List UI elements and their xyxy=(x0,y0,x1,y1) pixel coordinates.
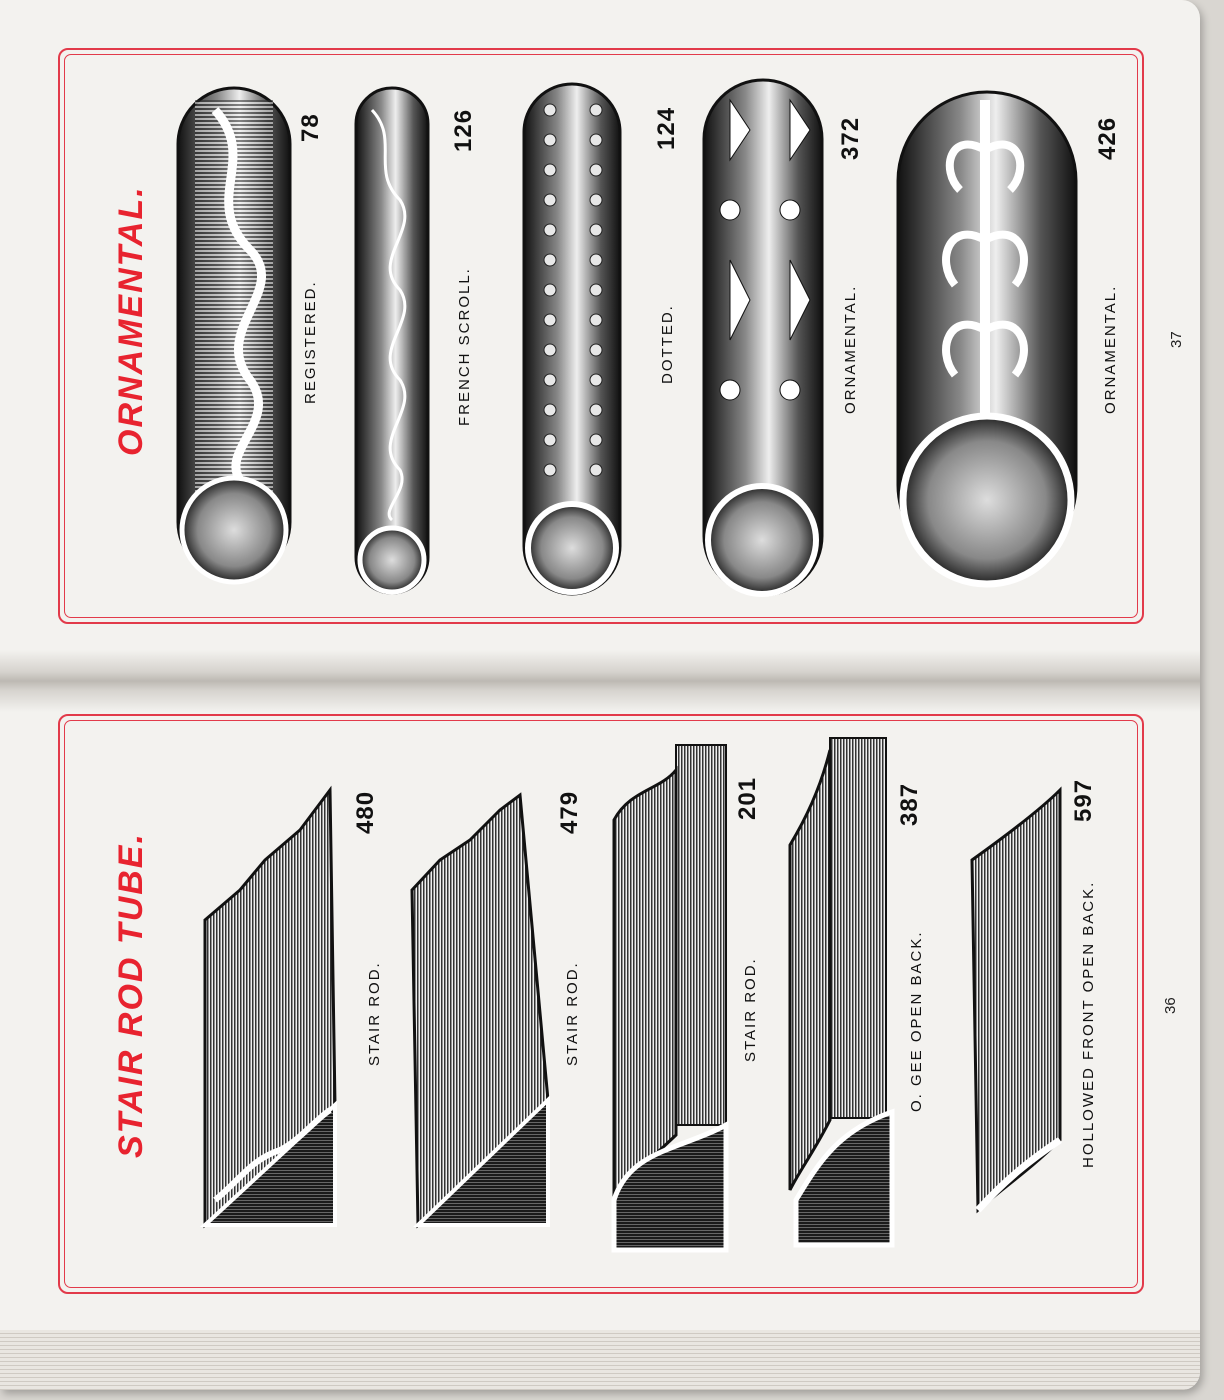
page-number: 36 xyxy=(1162,997,1179,1014)
tube-372-illustration xyxy=(704,80,822,595)
item-caption: FRENCH SCROLL. xyxy=(456,267,473,426)
profile-597-illustration xyxy=(972,790,1060,1210)
item-caption: STAIR ROD. xyxy=(366,961,383,1066)
item-caption: STAIR ROD. xyxy=(742,957,759,1062)
item-caption: STAIR ROD. xyxy=(564,961,581,1066)
item-number: 78 xyxy=(297,113,324,142)
item-caption: DOTTED. xyxy=(659,304,676,384)
item-caption: REGISTERED. xyxy=(302,280,319,404)
item-caption: O. GEE OPEN BACK. xyxy=(908,930,925,1112)
tube-124-illustration xyxy=(524,84,620,594)
tube-426-illustration xyxy=(898,92,1076,584)
profile-479-illustration xyxy=(412,795,548,1225)
item-number: 201 xyxy=(734,776,761,820)
item-number: 124 xyxy=(653,106,680,150)
profile-387-illustration xyxy=(790,738,892,1245)
ornamental-heading: ORNAMENTAL. xyxy=(112,185,150,456)
item-number: 480 xyxy=(352,790,379,834)
item-caption: HOLLOWED FRONT OPEN BACK. xyxy=(1080,880,1097,1168)
item-number: 479 xyxy=(556,790,583,834)
item-number: 126 xyxy=(450,108,477,152)
stair-rod-heading: STAIR ROD TUBE. xyxy=(112,832,150,1158)
item-number: 597 xyxy=(1070,778,1097,822)
item-caption: ORNAMENTAL. xyxy=(842,284,859,414)
item-number: 387 xyxy=(896,782,923,826)
tube-126-illustration xyxy=(356,88,428,593)
page-number: 37 xyxy=(1168,331,1185,348)
tube-78-illustration xyxy=(178,88,290,582)
item-number: 426 xyxy=(1094,116,1121,160)
item-number: 372 xyxy=(837,116,864,160)
profile-201-illustration xyxy=(614,745,726,1250)
item-caption: ORNAMENTAL. xyxy=(1102,284,1119,414)
profile-480-illustration xyxy=(205,790,335,1225)
